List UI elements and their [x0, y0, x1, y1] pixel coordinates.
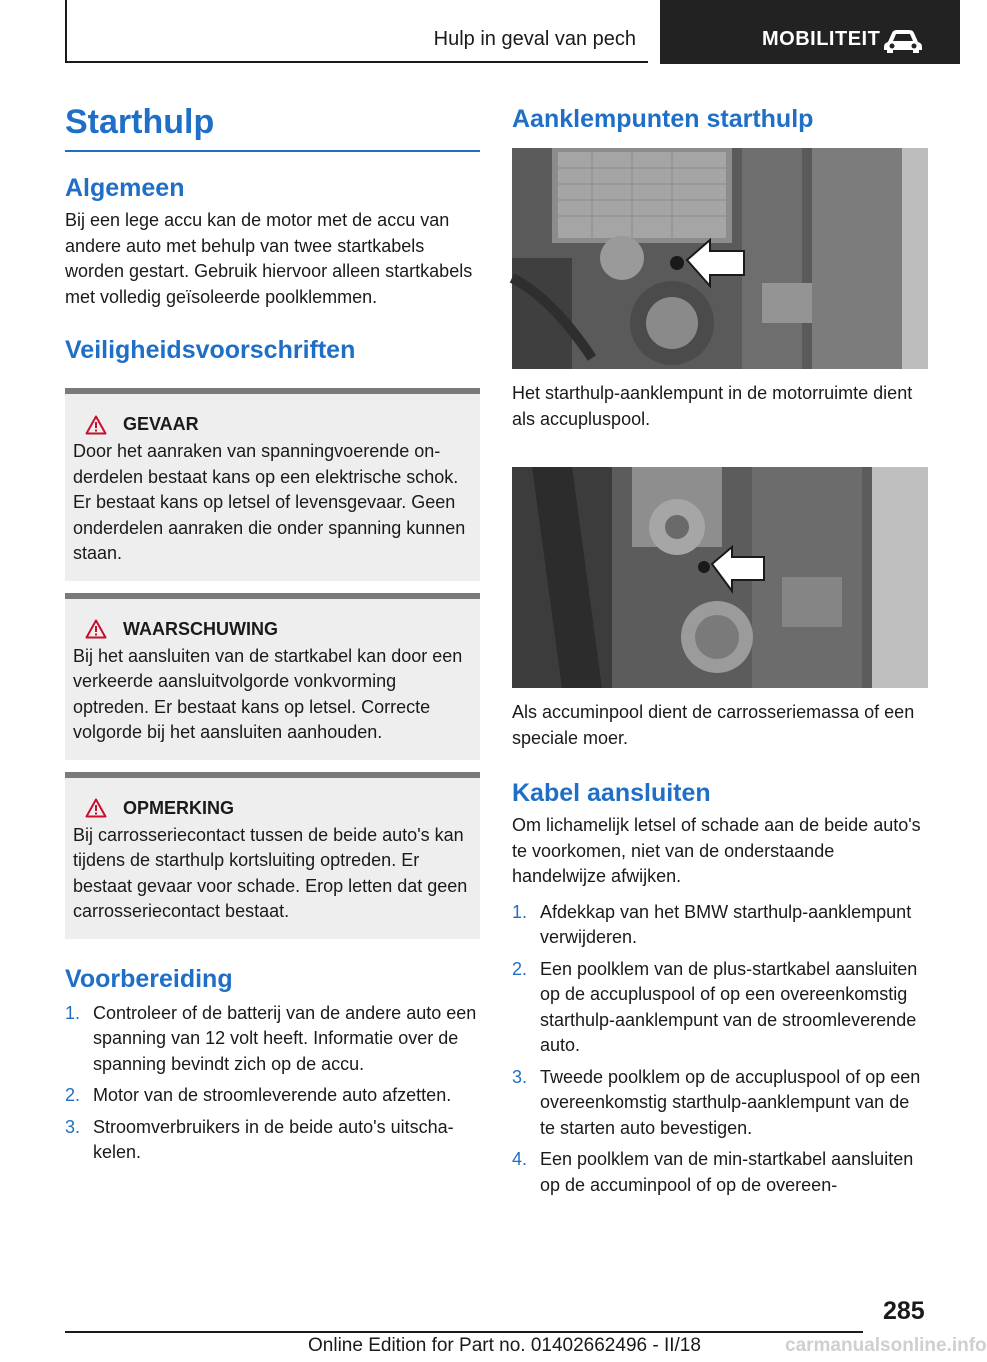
warning-title: GEVAAR [123, 414, 199, 434]
list-item: 1. Afdekkap van het BMW starthulp-aanklempunt verwijderen. [512, 901, 912, 947]
warning-triangle-icon [85, 619, 107, 639]
footer-divider [65, 1331, 863, 1333]
section-heading-connect-cable: Kabel aansluiten [512, 779, 711, 807]
list-item: 1. Controleer of de batterij van de andere auto een spanning van 12 volt heeft. Informatie over de spanning bevindt zich op de accu. [65, 1002, 477, 1074]
connect-cable-steps [512, 900, 928, 1199]
list-item: 3. Tweede poolklem op de accupluspool of op een overeenkomstig starthulp-aanklempunt van de te starten auto bevestigen. [512, 1066, 921, 1138]
connect-cable-text: Om lichamelijk letsel of schade aan de beide auto's te voorkomen, niet van de onderstaande handelwijze afwijken. [512, 815, 921, 886]
warning-title: OPMERKING [123, 797, 235, 818]
list-item: 2. Motor van de stroomleverende auto afzetten. [65, 1085, 452, 1105]
warning-box-notice [65, 772, 480, 939]
preparation-steps [65, 1001, 480, 1166]
section-title: Hulp in geval van pech [433, 28, 636, 50]
watermark: carmanualsonline.info [785, 1335, 987, 1356]
photo-caption-negative: Als accuminpool dient de carrosseriemassa of een speciale moer. [512, 702, 915, 748]
warning-box-caution [65, 593, 480, 760]
section-heading-safety: Veiligheidsvoorschriften [65, 336, 356, 364]
section-heading-jump-points: Aanklempunten starthulp [512, 105, 814, 133]
left-column [65, 100, 480, 1172]
engine-bay-photo-negative [512, 467, 928, 688]
warning-box-danger [65, 388, 480, 581]
general-text: Bij een lege accu kan de motor met de accu van andere auto met behulp van twee startkabels worden gestart. Gebruik hiervoor alleen startkabels met volledig geïsoleerde poolklemmen. [65, 210, 473, 307]
warning-text: Bij het aansluiten van de startkabel kan door een verkeerde aansluitvolgorde vonkvorming optreden. Er bestaat kans op letsel. Correcte volgorde bij het aansluiten aanhouden. [73, 645, 463, 742]
edition-info: Online Edition for Part no. 01402662496 - II/18 [308, 1335, 701, 1356]
warning-triangle-icon [85, 798, 107, 818]
list-item: 4. Een poolklem van de min-startkabel aansluiten op de accuminpool of op de overeen- [512, 1149, 914, 1195]
page-title: Starthulp [65, 100, 480, 152]
page-header [0, 0, 960, 66]
list-item: 2. Een poolklem van de plus-startkabel aansluiten op de accupluspool of op een overeenkomstig starthulp-aanklempunt van de stroomleverende auto. [512, 958, 918, 1055]
warning-title: WAARSCHUWING [123, 618, 278, 639]
warning-triangle-icon [85, 415, 107, 435]
section-heading-preparation: Voorbereiding [65, 964, 233, 993]
chapter-title: MOBILITEIT [762, 28, 881, 50]
right-column [512, 100, 928, 1204]
car-icon [882, 28, 924, 54]
list-item: 3. Stroomverbruikers in de beide auto's uitschakelen. [65, 1116, 454, 1162]
warning-text: Door het aanraken van spanningvoerende onderdelen bestaat kans op een elektrische schok. Er bestaat kans op letsel of levensgevaar. Geen onderdelen aanraken die onder spanning kunnen staan. [73, 441, 466, 563]
photo-caption-positive: Het starthulp-aanklempunt in de motorruimte dient als accupluspool. [512, 383, 913, 429]
page-number: 285 [883, 1297, 925, 1325]
warning-text: Bij carrosseriecontact tussen de beide auto's kan tijdens de starthulp kortsluiting optreden. Er bestaat gevaar voor schade. Erop letten dat geen carrosseriecontact bestaat. [73, 824, 468, 921]
section-heading-general: Algemeen [65, 174, 185, 202]
engine-bay-photo-positive [512, 148, 928, 369]
section-tab [65, 0, 648, 63]
